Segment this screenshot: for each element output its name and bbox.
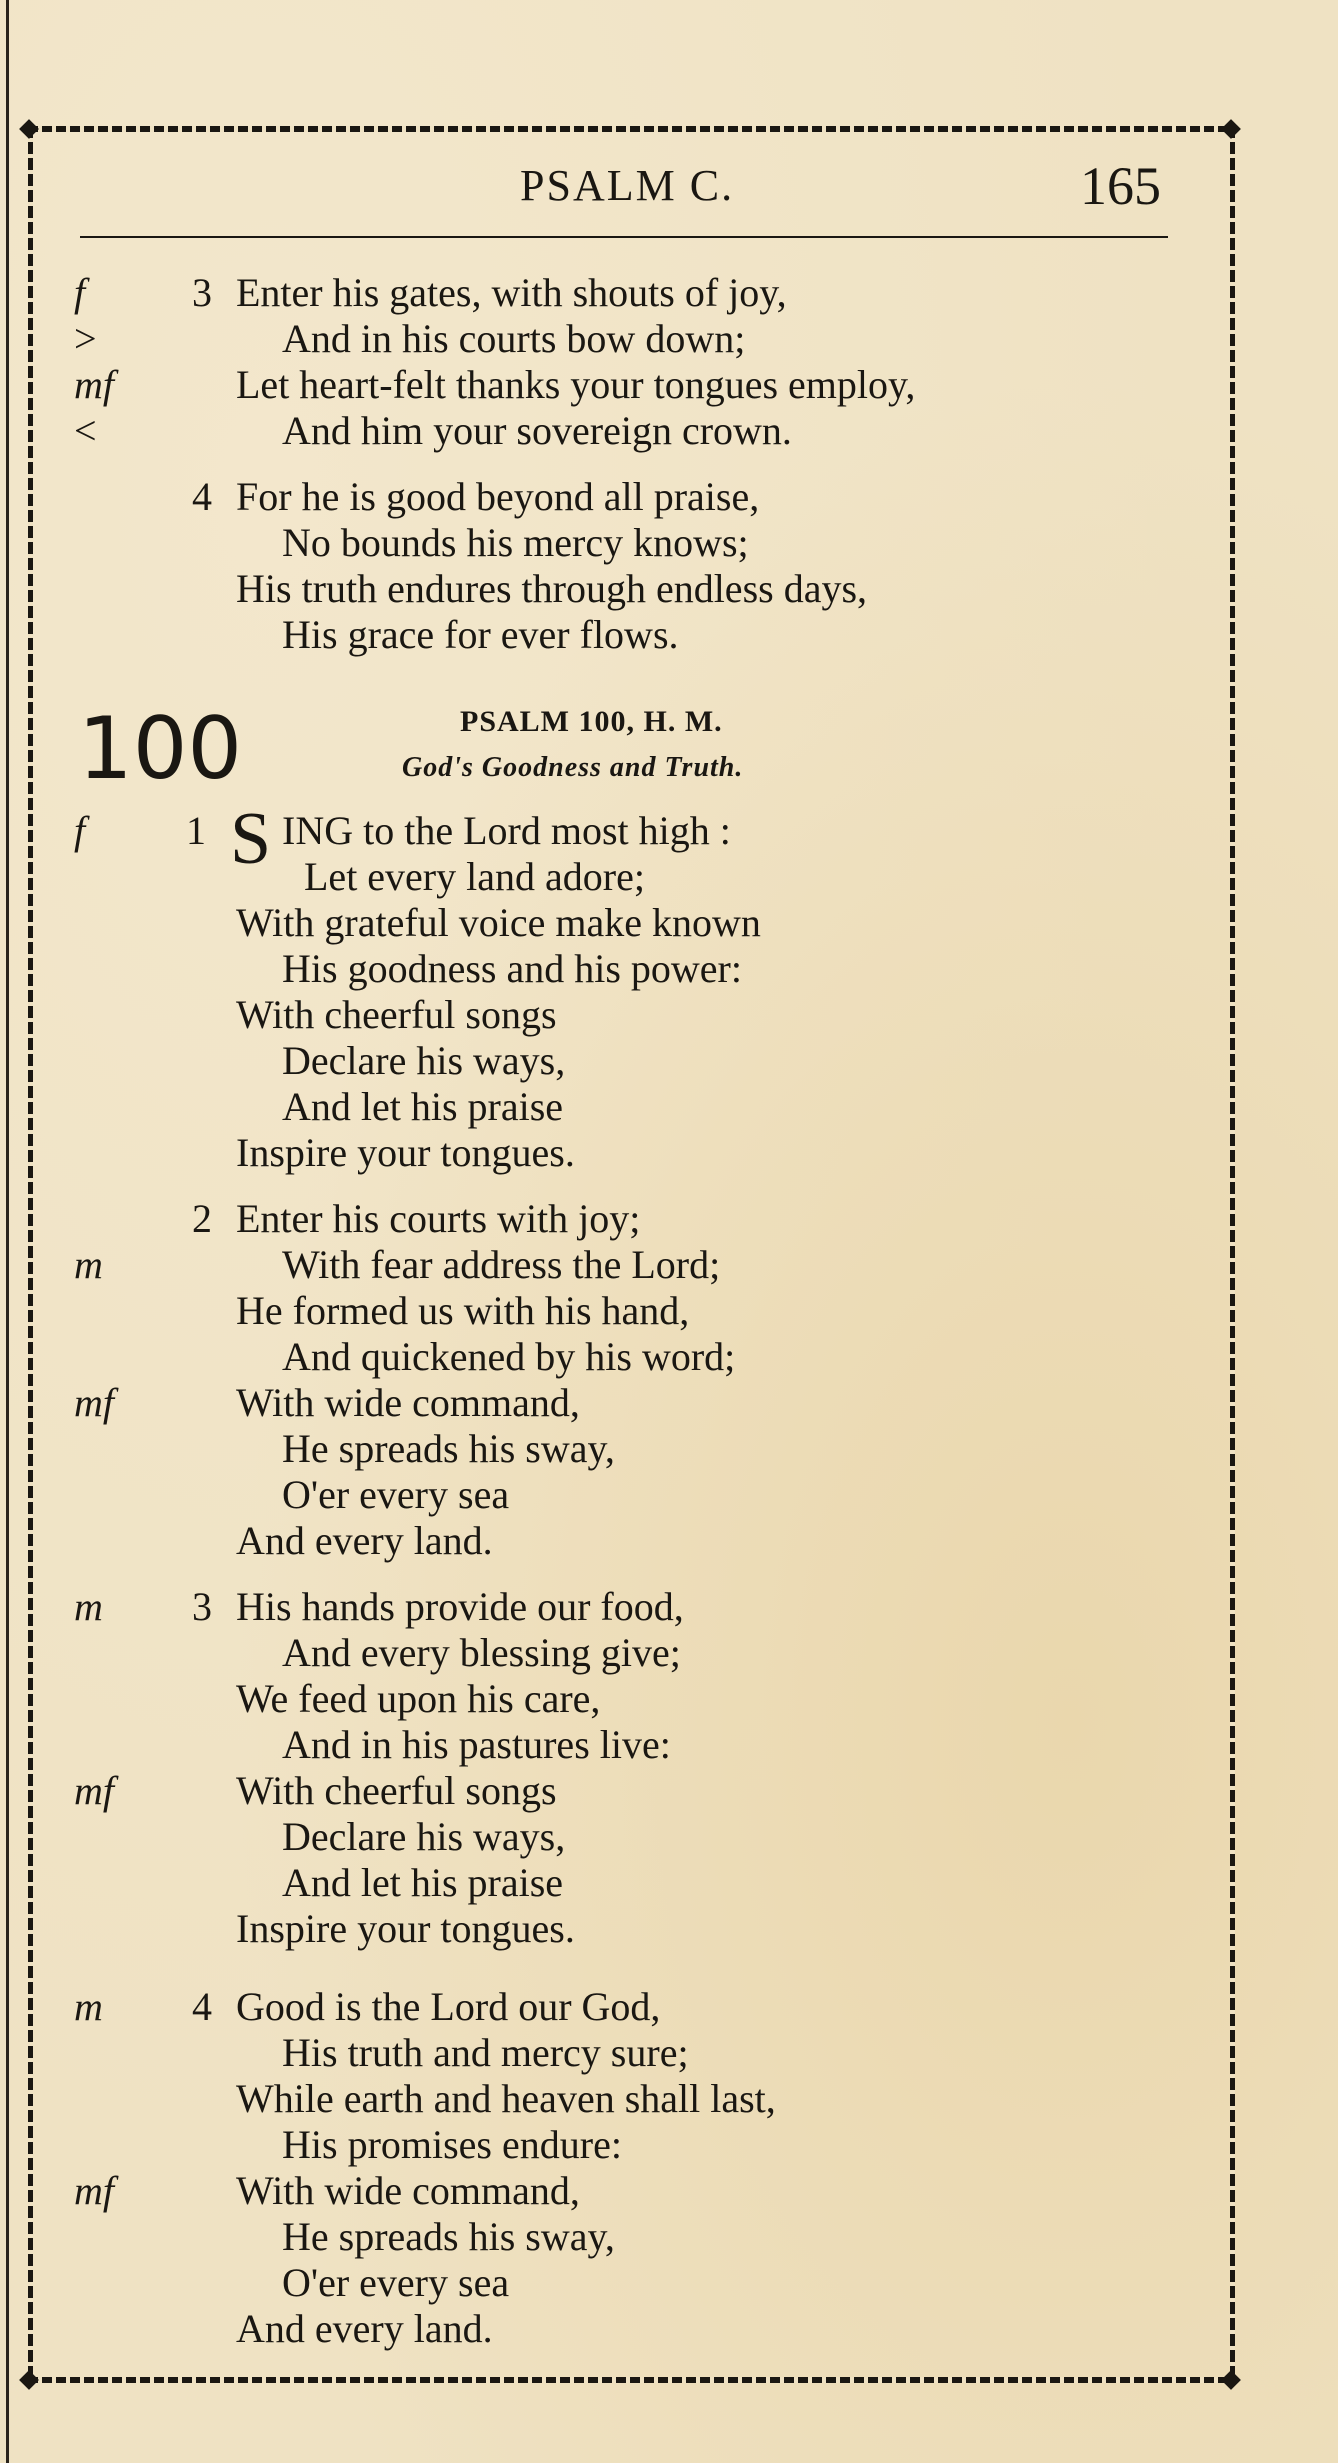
binding-edge [6,0,9,2463]
verse-line: We feed upon his care, [236,1676,601,1721]
stanza-number: 4 [192,474,212,519]
dynamic-mark: < [74,408,97,453]
verse-line: His grace for ever flows. [282,612,679,657]
verse-line: With wide command, [236,1380,580,1425]
verse-line: His promises endure: [282,2122,622,2167]
drop-cap: S [230,798,272,880]
verse-line: And let his praise [282,1860,564,1905]
dynamic-mark: m [74,1984,103,2029]
verse-line: And in his pastures live: [282,1722,671,1767]
dynamic-mark: m [74,1584,103,1629]
ornamental-border-left [28,126,33,2383]
verse-line: His truth endures through endless days, [236,566,868,611]
verse-line: His truth and mercy sure; [282,2030,689,2075]
verse-line: And every blessing give; [282,1630,681,1675]
verse-line: Good is the Lord our God, [236,1984,661,2029]
verse-line: He spreads his sway, [282,1426,615,1471]
verse-line: No bounds his mercy knows; [282,520,749,565]
verse-line: While earth and heaven shall last, [236,2076,776,2121]
verse-line: For he is good beyond all praise, [236,474,760,519]
dynamic-mark: mf [74,1768,114,1813]
verse-line: His hands provide our food, [236,1584,684,1629]
verse-line: Inspire your tongues. [236,1130,575,1175]
verse-line: With fear address the Lord; [282,1242,721,1287]
stanza-number: 3 [192,270,212,315]
verse-line: With grateful voice make known [236,900,761,945]
stanza-number: 4 [192,1984,212,2029]
dynamic-mark: m [74,1242,103,1287]
verse-line: And quickened by his word; [282,1334,736,1379]
dynamic-mark: mf [74,2168,114,2213]
ornamental-border-right [1230,126,1235,2383]
verse-line: Let every land adore; [304,854,645,899]
verse-line: With wide command, [236,2168,580,2213]
ornamental-border-bottom [28,2377,1234,2383]
page-number: 165 [1080,156,1161,216]
header-rule [80,236,1168,238]
verse-line: ING to the Lord most high : [282,808,731,853]
stanza-number: 2 [192,1196,212,1241]
dynamic-mark: > [74,316,97,361]
dynamic-mark: mf [74,362,114,407]
stanza-number: 1 [186,808,206,853]
verse-line: Enter his gates, with shouts of joy, [236,270,787,315]
hymn-subtitle: God's Goodness and Truth. [402,752,744,783]
verse-line: And in his courts bow down; [282,316,746,361]
running-header-title: PSALM C. [520,161,735,210]
verse-line: And every land. [236,1518,493,1563]
dynamic-mark: f [74,808,86,853]
verse-line: O'er every sea [282,1472,510,1517]
dynamic-mark: f [74,270,86,315]
verse-line: O'er every sea [282,2260,510,2305]
dynamic-mark: mf [74,1380,114,1425]
verse-line: He formed us with his hand, [236,1288,690,1333]
verse-line: Let heart-felt thanks your tongues employ, [236,362,916,407]
verse-line: Enter his courts with joy; [236,1196,641,1241]
verse-line: And let his praise [282,1084,564,1129]
verse-line: Declare his ways, [282,1814,566,1859]
verse-line: He spreads his sway, [282,2214,615,2259]
verse-line: Inspire your tongues. [236,1906,575,1951]
verse-line: And him your sovereign crown. [282,408,792,453]
verse-line: His goodness and his power: [282,946,742,991]
verse-line: And every land. [236,2306,493,2351]
verse-line: With cheerful songs [236,992,557,1037]
ornamental-border-top [28,126,1234,132]
verse-line: Declare his ways, [282,1038,566,1083]
hymn-number: 100 [78,699,243,799]
verse-line: With cheerful songs [236,1768,557,1813]
stanza-number: 3 [192,1584,212,1629]
hymn-title: PSALM 100, H. M. [460,705,723,738]
